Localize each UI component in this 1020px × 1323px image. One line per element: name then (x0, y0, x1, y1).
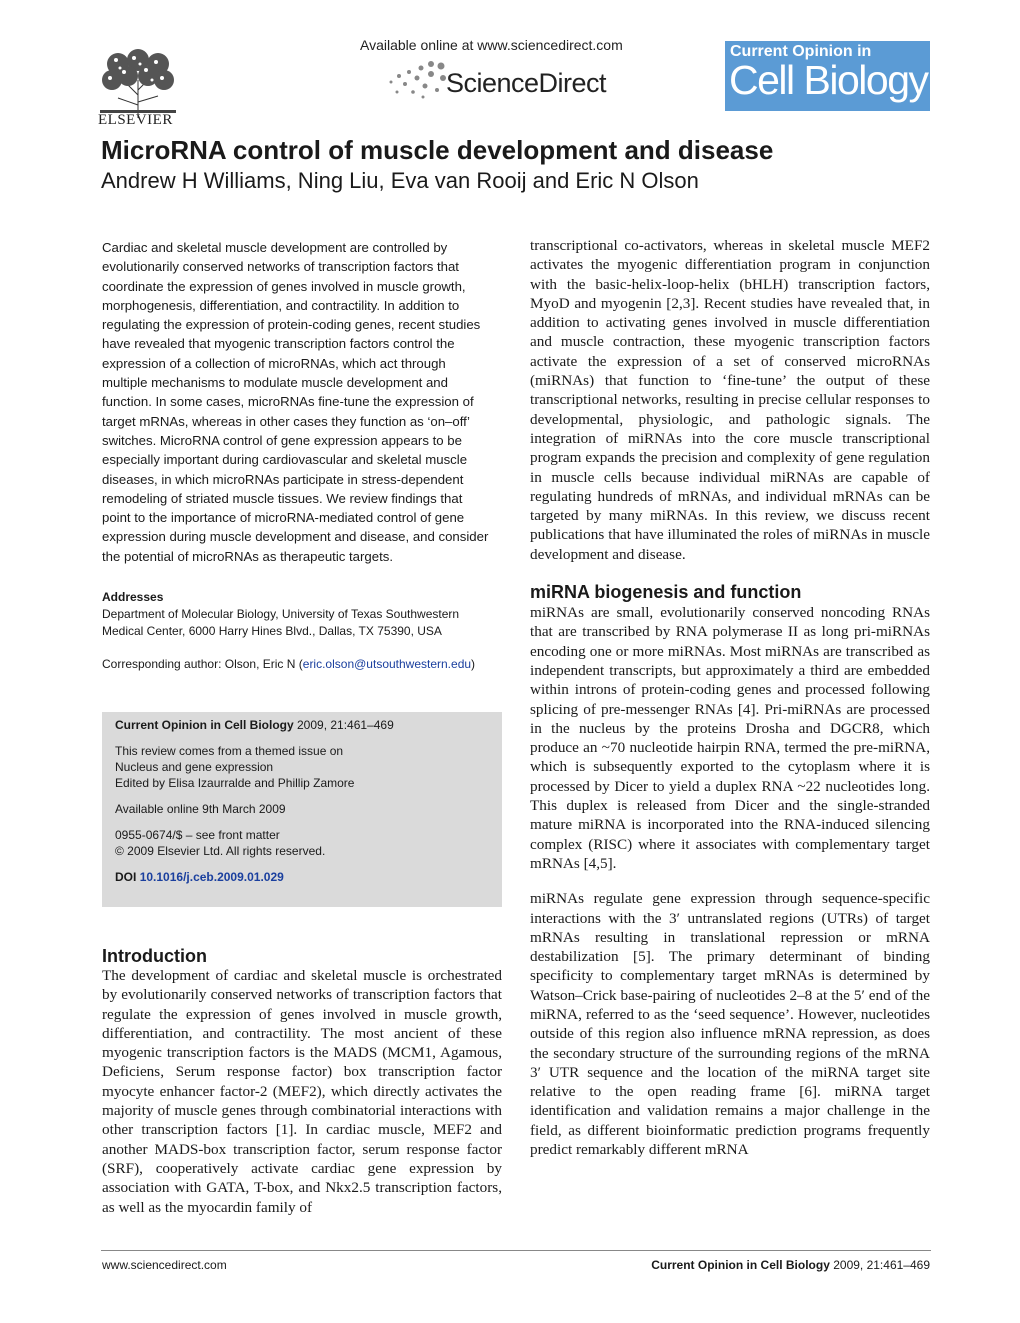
doi-link[interactable]: 10.1016/j.ceb.2009.01.029 (139, 870, 284, 884)
journal-banner-series: Current Opinion in (730, 43, 872, 60)
journal-banner-title: Cell Biology (729, 57, 928, 103)
theme-line-1: This review comes from a themed issue on (115, 744, 344, 758)
theme-line-2: Nucleus and gene expression (115, 760, 274, 774)
copyright-line: © 2009 Elsevier Ltd. All rights reserved. (115, 844, 326, 858)
article-info-box (102, 712, 502, 907)
sciencedirect-dots-icon (385, 60, 455, 100)
footer-website-link[interactable]: www.sciencedirect.com (102, 1258, 227, 1272)
footer-divider (101, 1250, 931, 1251)
doi-label: DOI (115, 870, 137, 884)
addresses-heading: Addresses (102, 590, 164, 605)
footer-year-pages: 2009, 21:461–469 (829, 1258, 930, 1272)
corresponding-author (102, 656, 492, 673)
sciencedirect-wordmark: ScienceDirect (446, 68, 607, 98)
available-online-date: Available online 9th March 2009 (115, 802, 286, 816)
corresponding-suffix: ) (471, 657, 476, 672)
corresponding-email-link[interactable]: eric.olson@utsouthwestern.edu (302, 657, 472, 672)
author-list: Andrew H Williams, Ning Liu, Eva van Rooij and Eric N Olson (101, 168, 699, 193)
section-heading-mirna-biogenesis: miRNA biogenesis and function (530, 582, 802, 603)
issn-line: 0955-0674/$ – see front matter (115, 828, 280, 842)
info-journal: Current Opinion in Cell Biology (115, 718, 294, 732)
address-text: Department of Molecular Biology, University of Texas Southwestern Medical Center, 6000 Harry Hines Blvd., Dallas, TX 75390, USA (102, 607, 460, 639)
body-paragraph-3: miRNAs regulate gene expression through sequence-specific interactions with the 3′ untranslated regions (UTRs) of target mRNAs resulting in translational repression or mRNA destabilization [5]. The primary determinant of binding specificity to complementary target mRNAs is determined by Watson–Crick base-pairing of nucleotides 2–8 at the 5′ end of the miRNA, referred to as the ‘seed sequence’. However, nucleotides outside of this region also influence mRNA repression, as does the secondary structure of the surrounding regions of the mRNA 3′ UTR sequence and the location of the miRNA target site relative to the open reading frame [6]. miRNA target identification and validation remains a major challenge in the field, as different bioinformatic prediction programs frequently predict remarkably different mRNA (530, 890, 930, 1159)
journal-banner (725, 41, 930, 111)
left-column (102, 238, 492, 673)
corresponding-prefix: Corresponding author: Olson, Eric N ( (102, 657, 303, 672)
available-online-text: Available online at www.sciencedirect.com (360, 37, 623, 53)
info-citation (115, 717, 495, 733)
introduction-text: The development of cardiac and skeletal muscle is orchestrated by evolutionarily conserved networks of transcription factors that regulate the expression of genes involved in muscle growth, differentiation, and contractility. The most ancient of these myogenic transcription factors is the MADS (MCM1, Agamous, Deficiens, Serum response factor) box transcription factor myocyte enhancer factor-2 (MEF2), which directly activates the majority of muscle genes through combinatorial interactions with other transcription factors [1]. In cardiac muscle, MEF2 and another MADS-box transcription factor, serum response factor (SRF), cooperatively activate cardiac gene expression by association with GATA, T-box, and Nkx2.5 transcription factors, as well as the myocardin family of (102, 967, 502, 1216)
article-title: MicroRNA control of muscle development and disease (101, 135, 774, 165)
footer-journal: Current Opinion in Cell Biology (651, 1258, 830, 1272)
elsevier-wordmark: ELSEVIER (98, 112, 173, 128)
body-paragraph-2: miRNAs are small, evolutionarily conserved noncoding RNAs that are transcribed by RNA polymerase II as long pri-miRNAs encoding one or more miRNAs. Most miRNAs are transcribed as independent transcripts, but approximately a third are embedded within introns of protein-coding genes and processed following splicing of pre-messenger RNAs [4]. Pri-miRNAs are processed in the nucleus by the proteins Drosha and DGCR8, which produce an ~70 nucleotide hairpin RNA, termed the pre-miRNA, which is subsequently exported to the cytoplasm where it is processed by Dicer to yield a duplex RNA ~22 nucleotides long. This duplex is released from Dicer and the single-stranded mature miRNA is incorporated into the RNA-induced silencing complex (RISC) where it associates with complementary target mRNAs [4,5]. (530, 604, 930, 872)
right-column (530, 236, 930, 1159)
info-year-volume-pages: 2009, 21:461–469 (293, 718, 394, 732)
theme-line-3: Edited by Elisa Izaurralde and Phillip Zamore (115, 776, 355, 790)
introduction-heading: Introduction (102, 946, 207, 966)
body-paragraph-1: transcriptional co-activators, whereas in skeletal muscle MEF2 activates the myogenic differentiation program in conjunction with the basic-helix-loop-helix (bHLH) transcription factors, MyoD and myogenin [2,3]. Recent studies have revealed that, in addition to activating genes involved in muscle differentiation and muscle contraction, these myogenic transcription factors activate the expression of a set of conserved microRNAs (miRNAs) that function to ‘fine-tune’ the output of these transcriptional networks, resulting in precise cellular responses to developmental, physiologic, and pathologic signals. The integration of miRNAs into the core muscle transcriptional program expands the precision and complexity of gene regulation in muscle cells because individual miRNAs are capable of regulating hundreds of mRNAs, and individual mRNAs can be targeted by many miRNAs. In this review, we discuss recent publications that have illuminated the roles of miRNAs in muscle development and disease. (530, 237, 930, 563)
doi-line (115, 869, 495, 885)
abstract: Cardiac and skeletal muscle development are controlled by evolutionarily conserved networks of transcription factors that coordinate the expression of genes involved in muscle growth, morphogenesis, differentiation, and contractility. In addition to regulating the expression of protein-coding genes, recent studies have revealed that myogenic transcription factors control the expression of a collection of microRNAs, which act through multiple mechanisms to modulate muscle development and function. In some cases, microRNAs fine-tune the expression of target mRNAs, whereas in other cases they function as ‘on–off’ switches. MicroRNA control of gene expression appears to be especially important during cardiovascular and skeletal muscle diseases, in which microRNAs participate in stress-dependent remodeling of striated muscle tissues. We review findings that point to the importance of microRNA-mediated control of gene expression during muscle development and disease, and consider the potential of microRNAs as therapeutic targets. (102, 240, 489, 564)
footer-citation (651, 1258, 930, 1272)
